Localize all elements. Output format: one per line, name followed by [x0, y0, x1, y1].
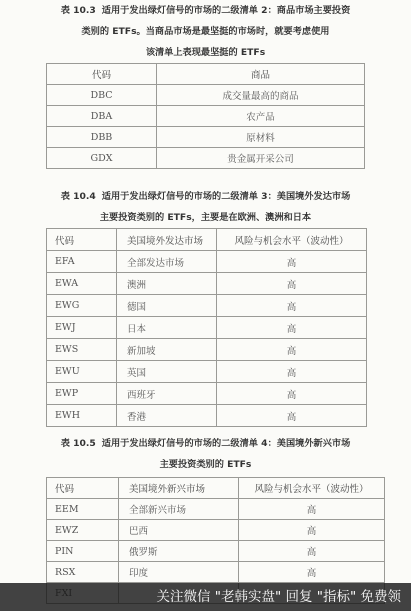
- table-cell: EEM: [47, 499, 119, 520]
- table-cell: 高: [217, 361, 367, 383]
- table-cell: 高: [239, 499, 385, 520]
- table-cell: 新加坡: [117, 339, 217, 361]
- table-cell: 俄罗斯: [119, 541, 239, 562]
- table-cell: DBB: [47, 127, 157, 148]
- table-cell: 高: [239, 562, 385, 583]
- table-10-3-caption: [0, 0, 411, 63]
- table-10-3: [46, 63, 365, 169]
- table-row: [47, 85, 365, 106]
- table-row: [47, 317, 367, 339]
- table-row: [47, 251, 367, 273]
- caption-line: 适用于发出绿灯信号的市场的二级清单 3：美国境外发达市场: [101, 191, 351, 202]
- table-cell: 高: [217, 251, 367, 273]
- table-cell: EWZ: [47, 520, 119, 541]
- table-cell: RSX: [47, 562, 119, 583]
- table-cell: 高: [217, 339, 367, 361]
- table-cell: EWA: [47, 273, 117, 295]
- table-cell: DBC: [47, 85, 157, 106]
- table-cell: 原材料: [157, 127, 365, 148]
- table-10-4-caption: [0, 186, 411, 228]
- table-cell: EWS: [47, 339, 117, 361]
- table-cell: 印度: [119, 562, 239, 583]
- table-number: 表 10.5: [60, 438, 96, 449]
- table-row: [47, 361, 367, 383]
- table-cell: 德国: [117, 295, 217, 317]
- table-10-4: [46, 228, 367, 427]
- table-number: 表 10.3: [60, 5, 96, 16]
- table-row: [47, 295, 367, 317]
- table-cell: EFA: [47, 251, 117, 273]
- table-cell: 高: [217, 405, 367, 427]
- table-cell: 英国: [117, 361, 217, 383]
- header-cell: 代码: [47, 229, 117, 251]
- table-cell: 香港: [117, 405, 217, 427]
- table-cell: 高: [217, 273, 367, 295]
- table-cell: 成交量最高的商品: [157, 85, 365, 106]
- table-row: [47, 127, 365, 148]
- table-row: [47, 148, 365, 169]
- caption-line: 类别的 ETFs。当商品市场是最坚挺的市场时，就要考虑使用: [81, 26, 330, 37]
- table-cell: 澳洲: [117, 273, 217, 295]
- header-cell: 代码: [47, 64, 157, 85]
- caption-line: 适用于发出绿灯信号的市场的二级清单 4：美国境外新兴市场: [101, 438, 351, 449]
- table-row: [47, 520, 385, 541]
- header-cell: 商品: [157, 64, 365, 85]
- table-cell: 日本: [117, 317, 217, 339]
- table-row: [47, 499, 385, 520]
- caption-line: 适用于发出绿灯信号的市场的二级清单 2：商品市场主要投资: [101, 5, 351, 16]
- table-row: [47, 273, 367, 295]
- table-cell: EWG: [47, 295, 117, 317]
- table-row: [47, 339, 367, 361]
- table-cell: 高: [217, 317, 367, 339]
- table-cell: PIN: [47, 541, 119, 562]
- table-row: [47, 383, 367, 405]
- table-row: [47, 562, 385, 583]
- table-cell: 全部发达市场: [117, 251, 217, 273]
- caption-line: 该清单上表现最坚挺的 ETFs: [145, 47, 266, 58]
- table-cell: 高: [217, 295, 367, 317]
- table-cell: 全部新兴市场: [119, 499, 239, 520]
- table-cell: 西班牙: [117, 383, 217, 405]
- promo-banner: 关注微信 "老韩实盘" 回复 "指标" 免费领: [0, 583, 411, 611]
- table-cell: DBA: [47, 106, 157, 127]
- table-number: 表 10.4: [60, 191, 96, 202]
- header-cell: 美国境外发达市场: [117, 229, 217, 251]
- table-header-row: [47, 478, 385, 499]
- table-header-row: [47, 64, 365, 85]
- table-cell: 高: [239, 520, 385, 541]
- table-cell: EWU: [47, 361, 117, 383]
- header-cell: 风险与机会水平（波动性）: [217, 229, 367, 251]
- table-cell: GDX: [47, 148, 157, 169]
- table-cell: 高: [217, 383, 367, 405]
- caption-line: 主要投资类别的 ETFs: [159, 459, 252, 470]
- table-cell: 贵金属开采公司: [157, 148, 365, 169]
- table-cell: EWH: [47, 405, 117, 427]
- header-cell: 美国境外新兴市场: [119, 478, 239, 499]
- table-row: [47, 541, 385, 562]
- table-10-5-caption: [0, 433, 411, 475]
- table-row: [47, 106, 365, 127]
- header-cell: 风险与机会水平（波动性）: [239, 478, 385, 499]
- table-row: [47, 405, 367, 427]
- table-header-row: [47, 229, 367, 251]
- header-cell: 代码: [47, 478, 119, 499]
- table-cell: EWJ: [47, 317, 117, 339]
- table-cell: EWP: [47, 383, 117, 405]
- table-cell: 农产品: [157, 106, 365, 127]
- table-cell: 巴西: [119, 520, 239, 541]
- caption-line: 主要投资类别的 ETFs，主要是在欧洲、澳洲和日本: [99, 212, 312, 223]
- table-cell: 高: [239, 541, 385, 562]
